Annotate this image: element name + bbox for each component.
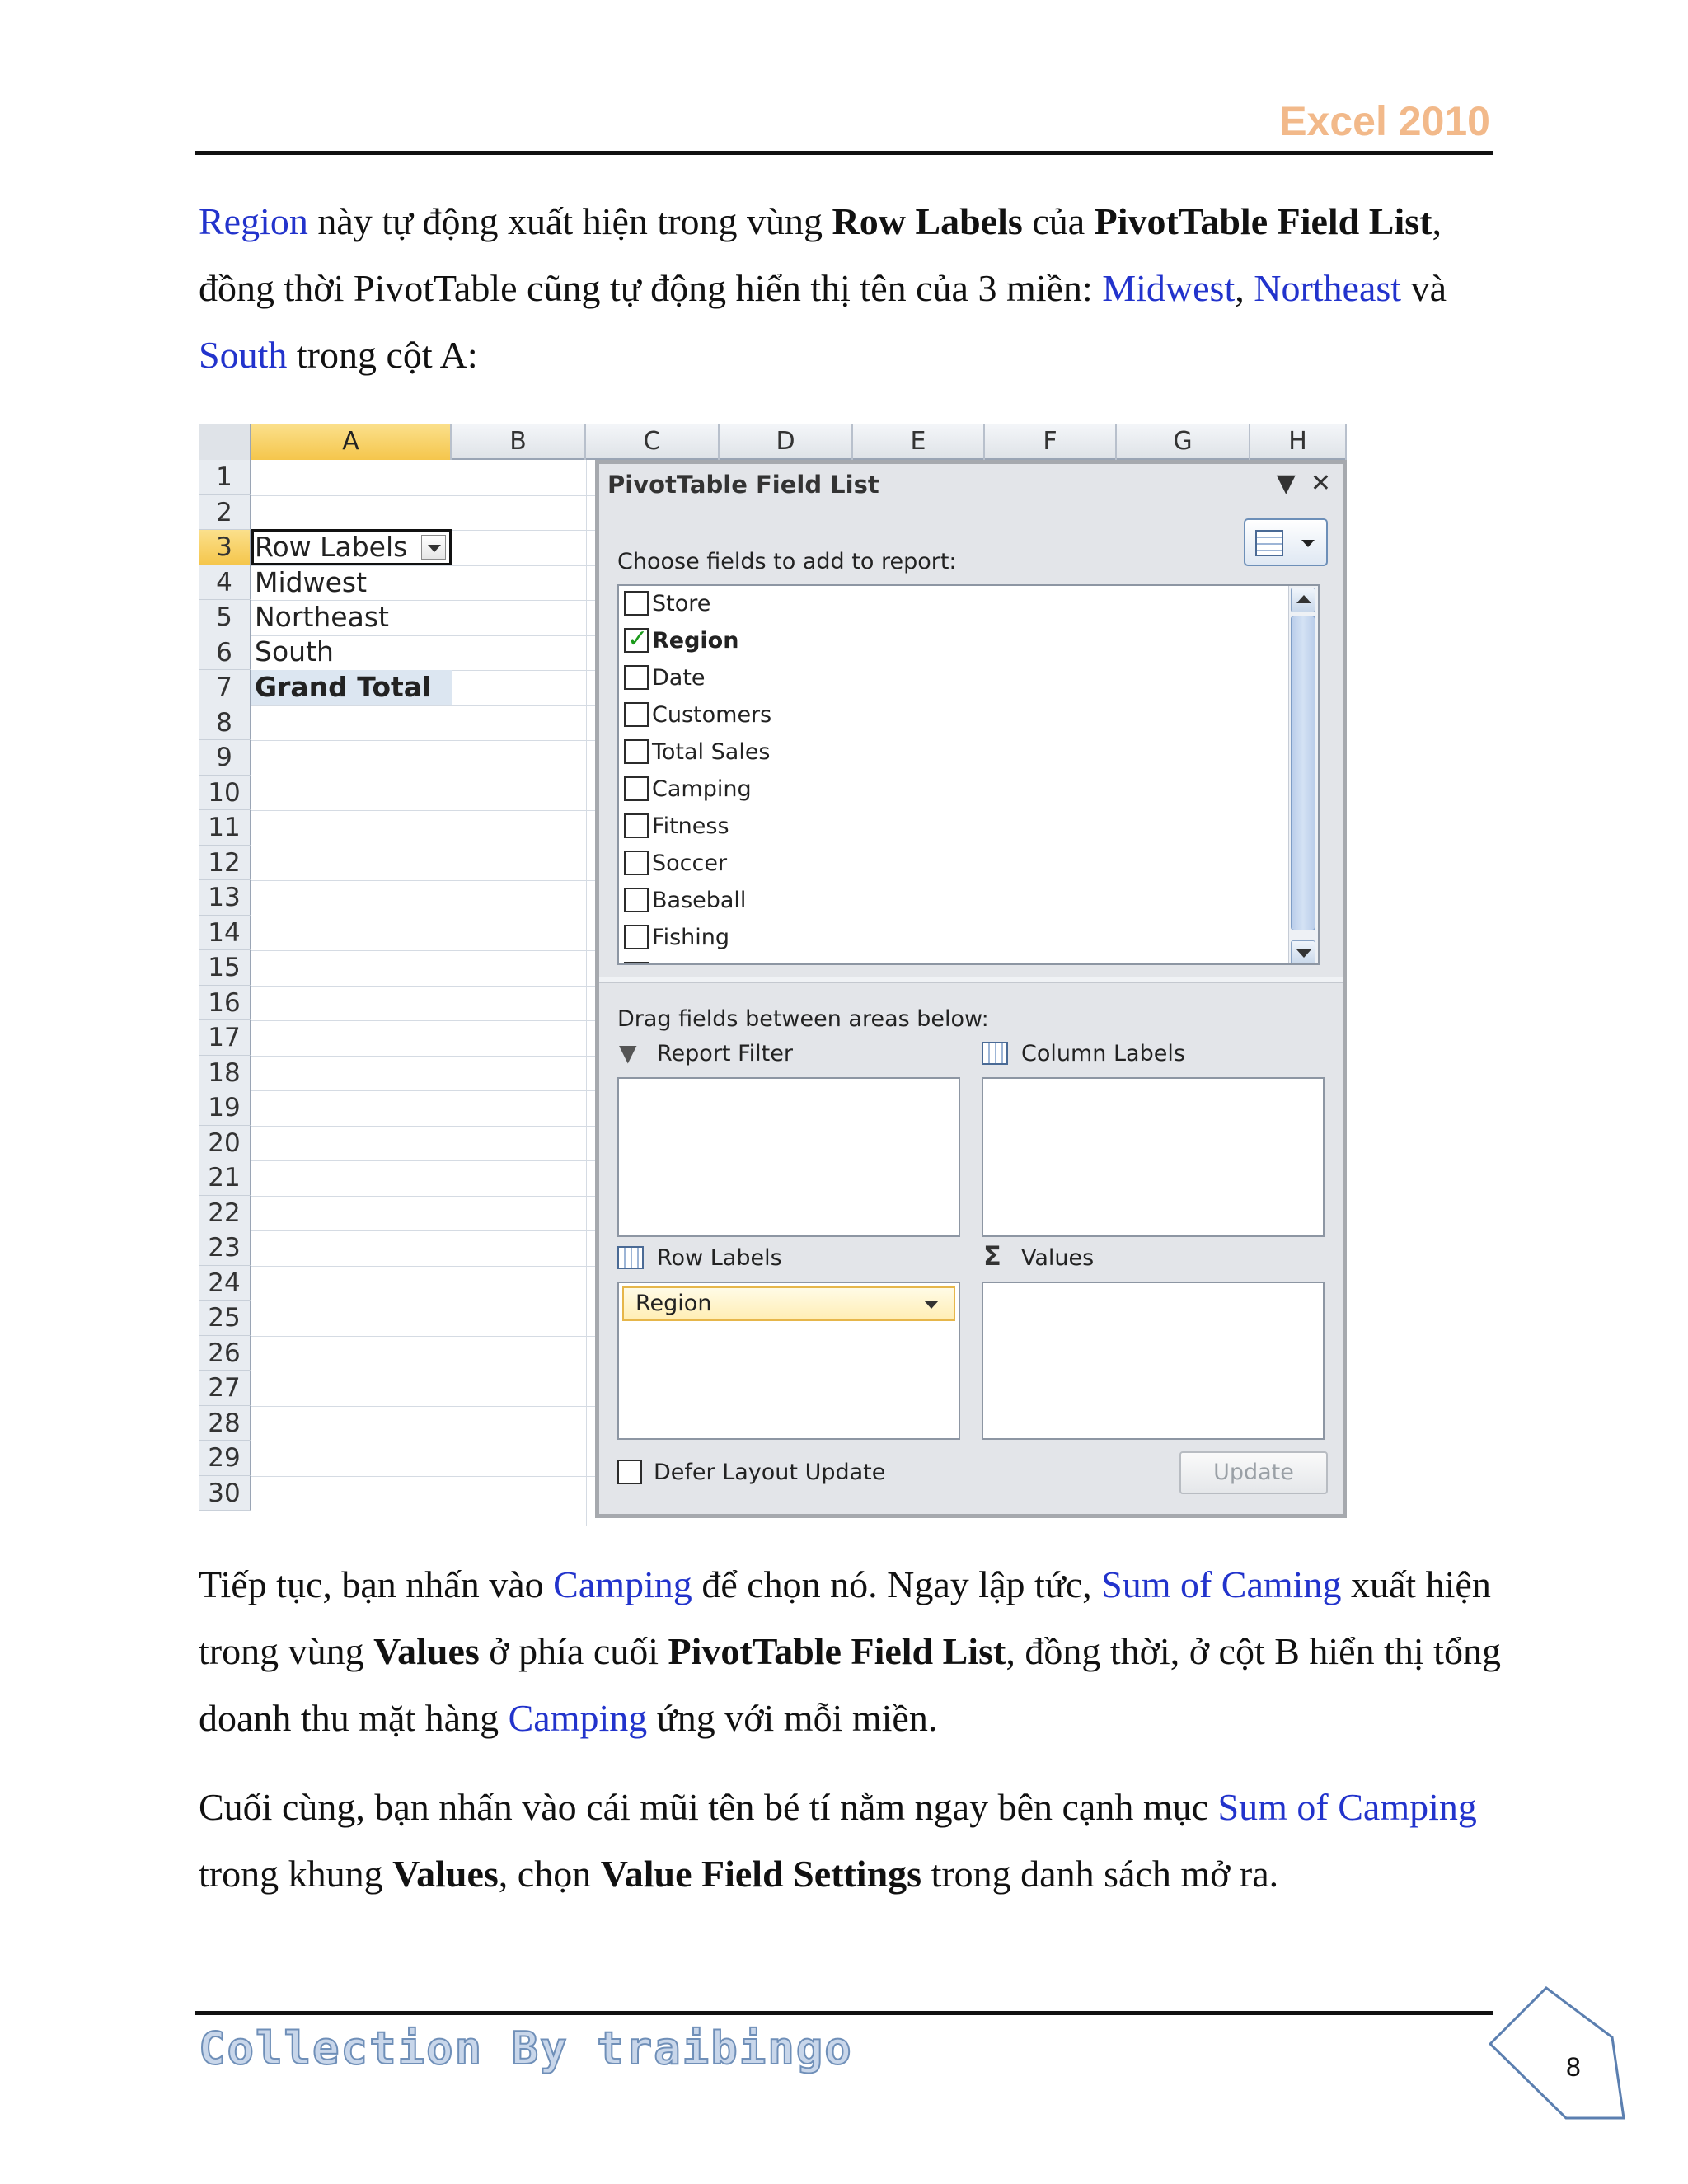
row-header[interactable]: 9 xyxy=(199,740,251,776)
column-header-h[interactable]: H xyxy=(1250,424,1347,460)
term-sum-of-camping: Sum of Camping xyxy=(1217,1786,1477,1828)
pane-options-icon[interactable]: ▼ xyxy=(1276,469,1296,498)
row-labels-label: Row Labels xyxy=(617,1242,782,1275)
row-header[interactable]: 6 xyxy=(199,635,251,671)
row-header[interactable]: 18 xyxy=(199,1056,251,1091)
update-button[interactable]: Update xyxy=(1179,1451,1328,1494)
cell-grand-total[interactable]: Grand Total xyxy=(255,671,432,703)
cell-midwest[interactable]: Midwest xyxy=(255,566,368,598)
checkbox[interactable] xyxy=(624,813,649,838)
term-sum-of-caming: Sum of Caming xyxy=(1101,1563,1342,1605)
row-header[interactable]: 20 xyxy=(199,1126,251,1161)
field-list-layout-button[interactable] xyxy=(1244,518,1328,566)
column-header-b[interactable]: B xyxy=(452,424,586,460)
region-field-chip[interactable]: Region xyxy=(622,1286,955,1321)
field-camping[interactable]: Camping xyxy=(624,773,752,806)
cell-south[interactable]: South xyxy=(255,635,334,668)
header-rule xyxy=(195,151,1493,155)
row-header[interactable]: 8 xyxy=(199,705,251,741)
pivottable-field-list-pane xyxy=(595,460,1347,1518)
header-title: Excel 2010 xyxy=(1279,98,1490,144)
row-grid-icon xyxy=(617,1246,644,1269)
row-header[interactable]: 1 xyxy=(199,460,251,495)
row-header[interactable]: 12 xyxy=(199,846,251,881)
column-header-d[interactable]: D xyxy=(720,424,853,460)
field-checklist xyxy=(617,584,1320,965)
term-camping: Camping xyxy=(508,1697,648,1739)
column-header-e[interactable]: E xyxy=(853,424,985,460)
row-header[interactable]: 14 xyxy=(199,916,251,951)
row-header[interactable]: 26 xyxy=(199,1336,251,1371)
term-camping: Camping xyxy=(553,1563,692,1605)
footer-rule xyxy=(195,2011,1493,2015)
checkbox-checked[interactable] xyxy=(624,628,649,653)
field-fitness[interactable]: Fitness xyxy=(624,810,729,843)
checkbox[interactable] xyxy=(624,776,649,801)
filter-icon xyxy=(617,1042,644,1065)
checkbox[interactable] xyxy=(624,702,649,727)
drag-fields-label: Drag fields between areas below: xyxy=(617,1006,989,1032)
row-header[interactable]: 22 xyxy=(199,1196,251,1231)
scroll-thumb[interactable] xyxy=(1291,616,1315,930)
report-filter-area[interactable] xyxy=(617,1077,960,1237)
row-header[interactable]: 4 xyxy=(199,565,251,601)
checkbox[interactable] xyxy=(624,739,649,764)
defer-layout-update[interactable]: Defer Layout Update xyxy=(617,1456,885,1489)
report-filter-label: ▼Report Filter xyxy=(617,1038,793,1071)
row-header[interactable]: 24 xyxy=(199,1266,251,1301)
checkbox xyxy=(624,962,649,966)
field-date[interactable]: Date xyxy=(624,662,706,695)
row-header[interactable]: 23 xyxy=(199,1230,251,1266)
row-header[interactable]: 27 xyxy=(199,1371,251,1406)
term-south: South xyxy=(199,334,288,376)
paragraph-2: Tiếp tục, bạn nhấn vào Camping để chọn nó. Ngay lập tức, Sum of Caming xuất hiện trong vùng Values ở phía cuối PivotTable Field List, đồng thời, ở cột B hiển thị tổng doanh thu mặt hàng Camping ứng với mỗi miền. xyxy=(199,1563,1501,1739)
row-header[interactable]: 3 xyxy=(199,530,251,565)
pane-controls xyxy=(1262,469,1331,498)
row-header[interactable]: 30 xyxy=(199,1476,251,1511)
cell-row-labels: Row Labels xyxy=(255,531,408,563)
row-header[interactable]: 21 xyxy=(199,1160,251,1196)
chevron-down-icon xyxy=(1301,540,1315,547)
row-header[interactable]: 2 xyxy=(199,495,251,531)
column-grid-icon xyxy=(982,1042,1008,1065)
layout-icon xyxy=(1255,530,1283,556)
field-baseball[interactable]: Baseball xyxy=(624,884,746,917)
pane-title: PivotTable Field List xyxy=(607,471,879,499)
row-labels-area[interactable] xyxy=(617,1282,960,1440)
row-header[interactable]: 7 xyxy=(199,670,251,705)
column-labels-label: Column Labels xyxy=(982,1038,1185,1071)
checkbox[interactable] xyxy=(624,591,649,616)
row-header[interactable]: 10 xyxy=(199,776,251,811)
term-region: Region xyxy=(199,200,308,242)
row-header[interactable]: 29 xyxy=(199,1441,251,1476)
cell-northeast[interactable]: Northeast xyxy=(255,601,389,633)
field-list-scrollbar[interactable] xyxy=(1288,586,1318,965)
paragraph-1: Region này tự động xuất hiện trong vùng Row Labels của PivotTable Field List, đồng thời PivotTable cũng tự động hiển thị tên của 3 miền: Midwest, Northeast và South trong cột A: xyxy=(199,200,1447,376)
values-area[interactable] xyxy=(982,1282,1325,1440)
row-header[interactable]: 15 xyxy=(199,950,251,986)
field-customers[interactable]: Customers xyxy=(624,699,771,732)
choose-fields-label: Choose fields to add to report: xyxy=(617,549,957,574)
field-partial xyxy=(624,958,652,965)
chevron-down-icon[interactable] xyxy=(924,1301,939,1309)
column-header-c[interactable]: C xyxy=(586,424,720,460)
row-header[interactable]: 5 xyxy=(199,600,251,635)
footer-brand: Collection By traibingo xyxy=(199,2022,853,2074)
pane-splitter[interactable] xyxy=(599,977,1343,983)
row-header[interactable]: 16 xyxy=(199,986,251,1021)
field-soccer[interactable]: Soccer xyxy=(624,847,727,880)
excel-screenshot xyxy=(199,424,1347,1526)
row-header[interactable]: 13 xyxy=(199,880,251,916)
row-header[interactable]: 19 xyxy=(199,1090,251,1126)
row-labels-filter-dropdown[interactable] xyxy=(421,535,446,560)
select-all-corner[interactable] xyxy=(199,424,251,460)
page-number: 8 xyxy=(1566,2052,1581,2082)
row-header[interactable]: 25 xyxy=(199,1301,251,1336)
term-northeast: Northeast xyxy=(1254,267,1402,309)
field-region[interactable]: ✓Region xyxy=(624,625,738,658)
checkbox[interactable] xyxy=(624,851,649,875)
column-header-bar xyxy=(199,424,1347,460)
field-total-sales[interactable]: Total Sales xyxy=(624,736,771,769)
checkbox[interactable] xyxy=(617,1460,642,1484)
close-icon[interactable]: ✕ xyxy=(1310,469,1331,498)
column-labels-area[interactable] xyxy=(982,1077,1325,1237)
column-header-f[interactable]: F xyxy=(985,424,1117,460)
scroll-up-icon[interactable] xyxy=(1291,588,1315,612)
field-store[interactable]: Store xyxy=(624,588,710,621)
paragraph-3: Cuối cùng, bạn nhấn vào cái mũi tên bé tí nằm ngay bên cạnh mục Sum of Camping trong khung Values, chọn Value Field Settings trong danh sách mở ra. xyxy=(199,1786,1477,1895)
page-number-tag-icon xyxy=(1489,1986,1637,2126)
row-header[interactable]: 28 xyxy=(199,1406,251,1441)
column-header-g[interactable]: G xyxy=(1117,424,1250,460)
checkbox[interactable] xyxy=(624,888,649,912)
values-label: Σ Values xyxy=(982,1242,1094,1275)
checkbox[interactable] xyxy=(624,665,649,690)
row-header[interactable]: 11 xyxy=(199,810,251,846)
sigma-icon xyxy=(982,1246,1008,1269)
row-header[interactable]: 17 xyxy=(199,1020,251,1056)
field-fishing[interactable]: Fishing xyxy=(624,921,729,954)
term-midwest: Midwest xyxy=(1102,267,1236,309)
column-header-a[interactable]: A xyxy=(251,424,452,460)
scroll-down-icon[interactable] xyxy=(1291,940,1315,965)
checkbox[interactable] xyxy=(624,925,649,949)
